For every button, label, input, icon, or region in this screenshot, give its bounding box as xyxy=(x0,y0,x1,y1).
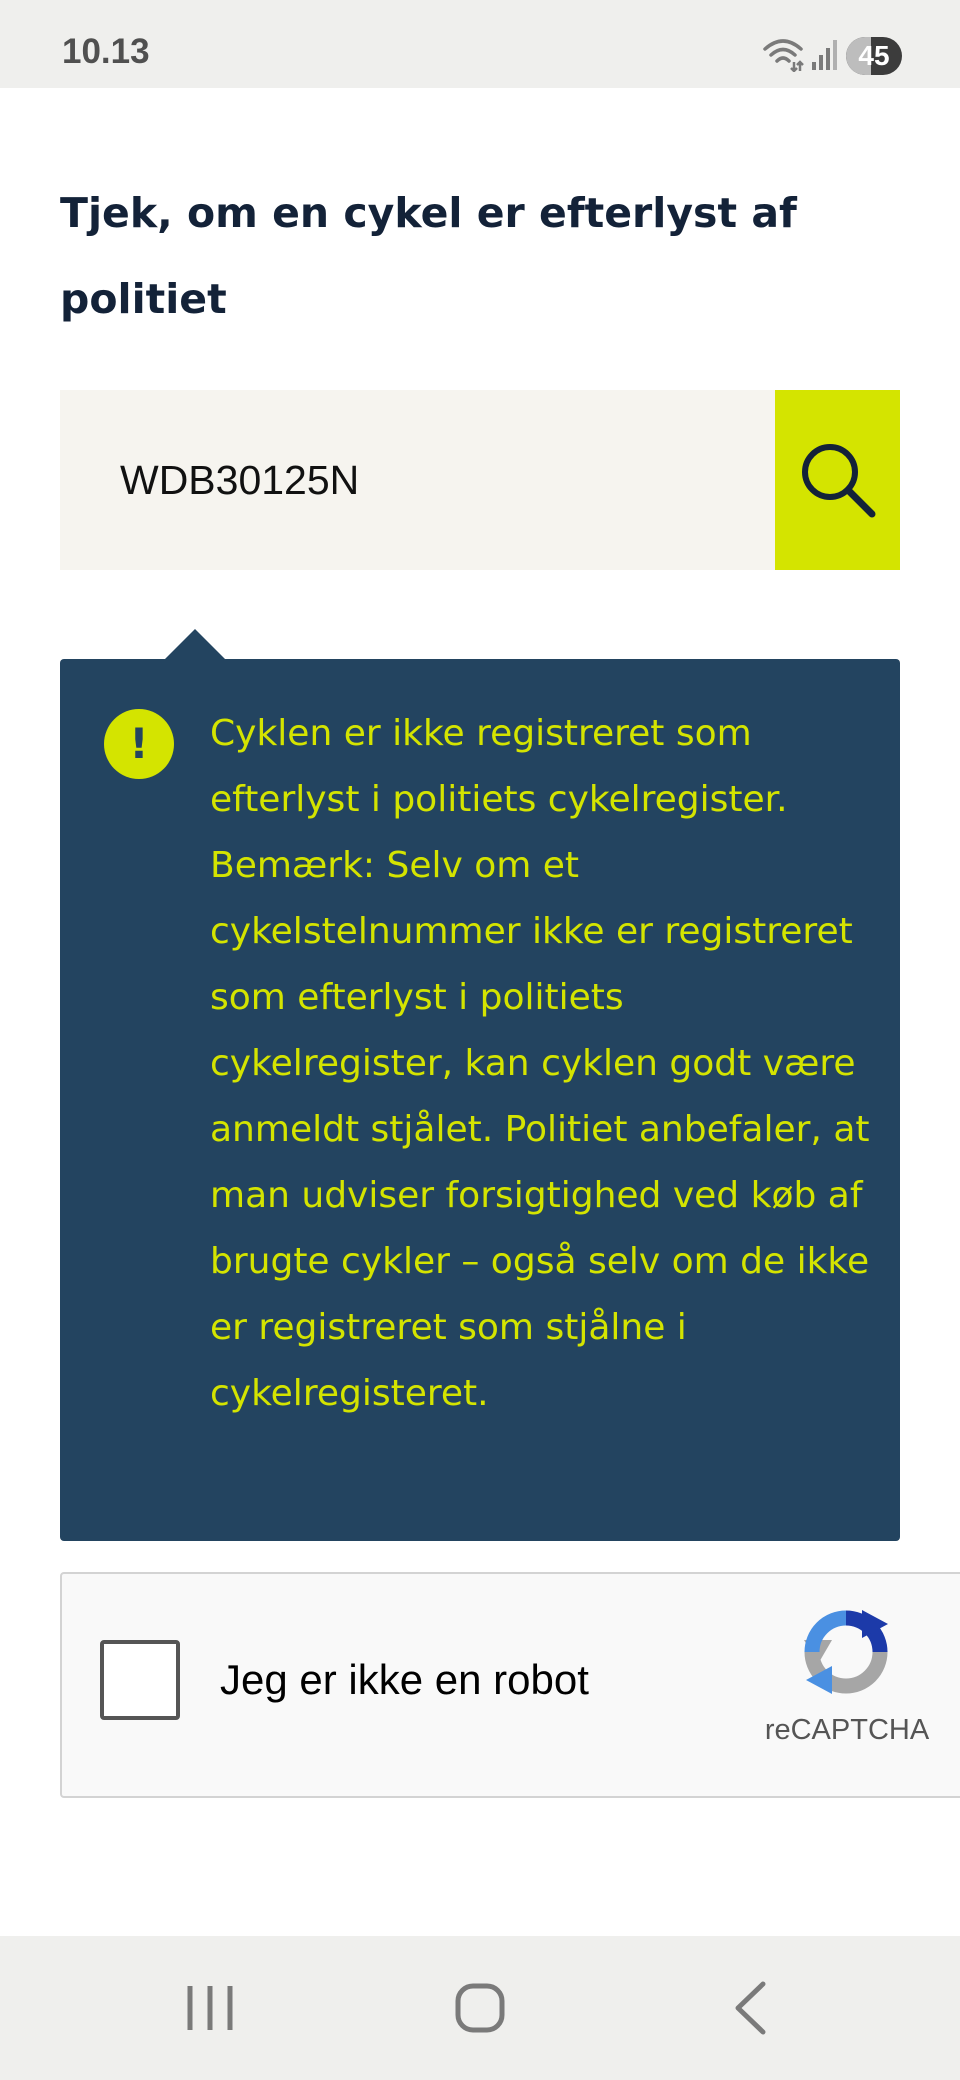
alert-pointer xyxy=(165,629,225,659)
back-button[interactable] xyxy=(700,1958,800,2058)
battery-level: 45 xyxy=(858,40,890,71)
back-icon xyxy=(700,1958,800,2058)
signal-icon xyxy=(810,38,840,70)
wifi-icon xyxy=(762,36,804,72)
recaptcha-checkbox[interactable] xyxy=(100,1640,180,1720)
battery-icon xyxy=(846,37,902,75)
frame-number-search-input[interactable] xyxy=(60,390,775,570)
system-navigation-bar xyxy=(0,1936,960,2080)
home-button[interactable] xyxy=(430,1958,530,2058)
page-title: Tjek, om en cykel er efterlyst af politiet xyxy=(60,189,797,323)
search-icon xyxy=(796,438,880,522)
search-result-alert xyxy=(60,659,900,1541)
recaptcha-brand: reCAPTCHA xyxy=(764,1714,930,1746)
search-button[interactable] xyxy=(775,390,900,570)
recents-button[interactable] xyxy=(160,1958,260,2058)
status-bar xyxy=(0,0,960,88)
recaptcha-label: Jeg er ikke en robot xyxy=(220,1656,589,1703)
home-icon xyxy=(430,1958,530,2058)
exclamation-icon: ! xyxy=(104,709,174,779)
recaptcha-widget xyxy=(60,1572,960,1798)
recents-icon xyxy=(160,1958,260,2058)
status-time: 10.13 xyxy=(62,32,150,71)
alert-message: Cyklen er ikke registreret som efterlyst i politiets cykelregister. Bemærk: Selv om et cykelstelnummer ikke er registreret som efterlyst i politiets cykelregister, kan cyklen godt være anmeldt stjålet. Politiet anbefaler, at man udviser forsigtighed ved køb af brugte cykler – også selv om de ikke er registreret som stjålne i cykelregisteret. xyxy=(210,713,870,1414)
recaptcha-logo-icon xyxy=(798,1604,894,1700)
